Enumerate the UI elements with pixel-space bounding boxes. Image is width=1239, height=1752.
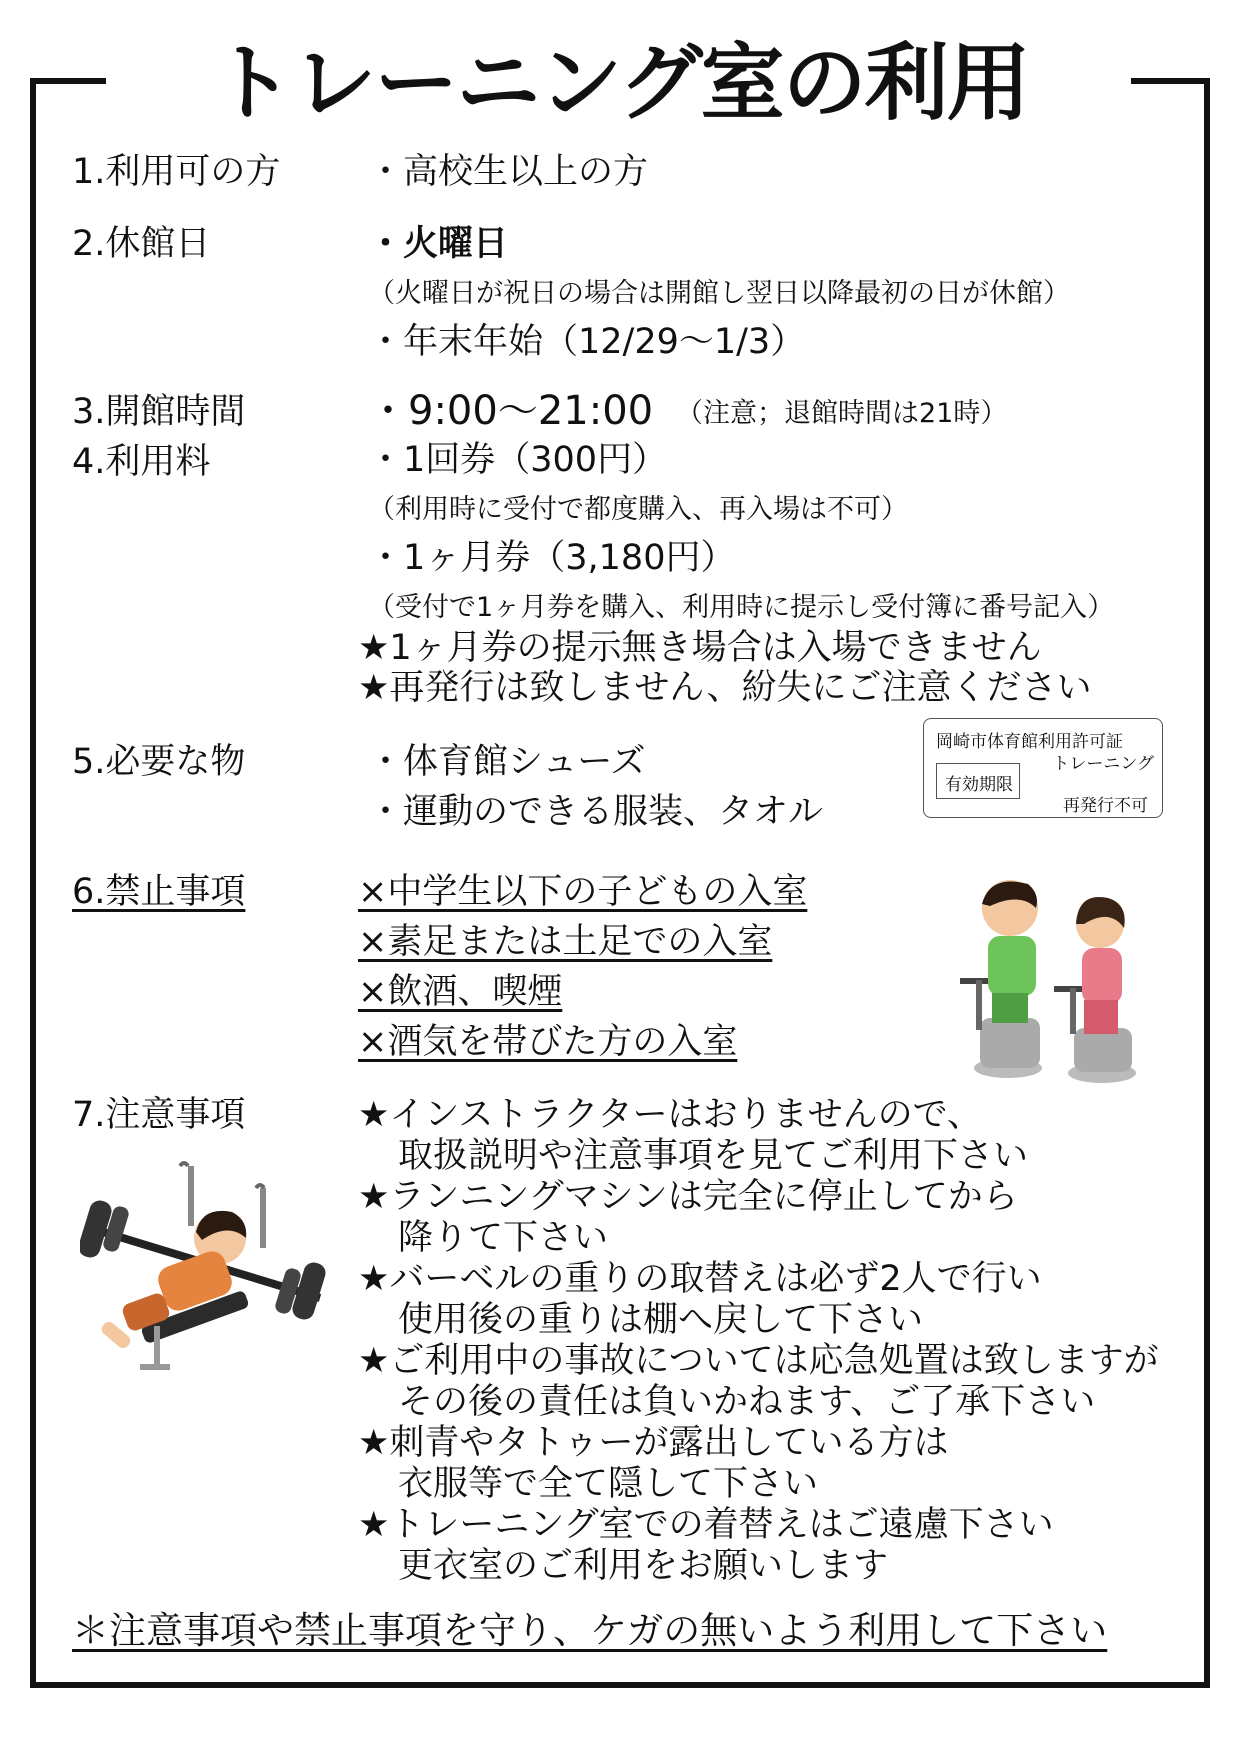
caution-line: ★インストラクターはおりませんので、 <box>358 1095 982 1135</box>
permit-card-title: 岡崎市体育館利用許可証 <box>936 732 1123 752</box>
section-4-item-1: ・1回券（300円） <box>368 440 668 480</box>
prohibited-item: ×中学生以下の子どもの入室 <box>358 872 808 912</box>
section-5-item-2: ・運動のできる服装、タオル <box>368 792 824 832</box>
bench-press-illustration <box>80 1158 330 1388</box>
permit-card-no-reissue: 再発行不可 <box>1063 796 1148 816</box>
caution-line: 降りて下さい <box>398 1218 609 1258</box>
caution-line: 衣服等で全て隠して下さい <box>398 1464 819 1504</box>
prohibited-item: ×飲酒、喫煙 <box>358 972 563 1012</box>
section-7-label: 7.注意事項 <box>72 1095 246 1135</box>
prohibited-item: ×素足または土足での入室 <box>358 922 773 962</box>
section-3-note: （注意；退館時間は21時） <box>676 398 1008 429</box>
section-4-item-2: ・1ヶ月券（3,180円） <box>368 538 736 578</box>
section-2-item-1: ・火曜日 <box>368 224 509 264</box>
caution-line: 取扱説明や注意事項を見てご利用下さい <box>398 1136 1029 1176</box>
caution-line: 更衣室のご利用をお願いします <box>398 1546 889 1586</box>
caution-line: ★トレーニング室での着替えはご遠慮下さい <box>358 1505 1054 1545</box>
caution-line: ★ご利用中の事故については応急処置は致しますが <box>358 1341 1159 1381</box>
prohibited-item: ×酒気を帯びた方の入室 <box>358 1022 738 1062</box>
caution-line: ★刺青やタトゥーが露出している方は <box>358 1423 949 1463</box>
section-4-label: 4.利用料 <box>72 442 211 482</box>
exercise-bike-illustration <box>950 868 1150 1088</box>
section-4-star-2: ★再発行は致しません、紛失にご注意ください <box>358 668 1092 708</box>
page-title: トレーニング室の利用 <box>210 34 1029 132</box>
permit-card-expiry: 有効期限 <box>936 763 1020 799</box>
caution-line: ★バーベルの重りの取替えは必ず2人で行い <box>358 1259 1042 1299</box>
caution-line: その後の責任は負いかねます、ご了承下さい <box>398 1382 1096 1422</box>
section-2-item-2: ・年末年始（12/29〜1/3） <box>368 322 806 362</box>
section-5-item-1: ・体育館シューズ <box>368 742 646 782</box>
section-6-label: 6.禁止事項 <box>72 872 246 912</box>
section-2-note-1: （火曜日が祝日の場合は開館し翌日以降最初の日が休館） <box>368 278 1070 309</box>
section-3-time: ・9:00〜21:00 <box>368 388 654 434</box>
section-3-label: 3.開館時間 <box>72 392 246 432</box>
section-4-note-2: （受付で1ヶ月券を購入、利用時に提示し受付簿に番号記入） <box>368 592 1115 623</box>
section-2-label: 2.休館日 <box>72 224 211 264</box>
footer-notice: ＊注意事項や禁止事項を守り、ケガの無いよう利用して下さい <box>72 1609 1108 1652</box>
permit-card-type: トレーニング <box>1052 754 1154 774</box>
section-4-star-1: ★1ヶ月券の提示無き場合は入場できません <box>358 628 1042 668</box>
section-5-label: 5.必要な物 <box>72 742 246 782</box>
caution-line: ★ランニングマシンは完全に停止してから <box>358 1177 1018 1217</box>
section-4-note-1: （利用時に受付で都度購入、再入場は不可） <box>368 494 908 525</box>
caution-line: 使用後の重りは棚へ戻して下さい <box>398 1300 924 1340</box>
section-1-item: ・高校生以上の方 <box>368 152 649 192</box>
permit-card <box>923 718 1163 818</box>
section-1-label: 1.利用可の方 <box>72 152 281 192</box>
